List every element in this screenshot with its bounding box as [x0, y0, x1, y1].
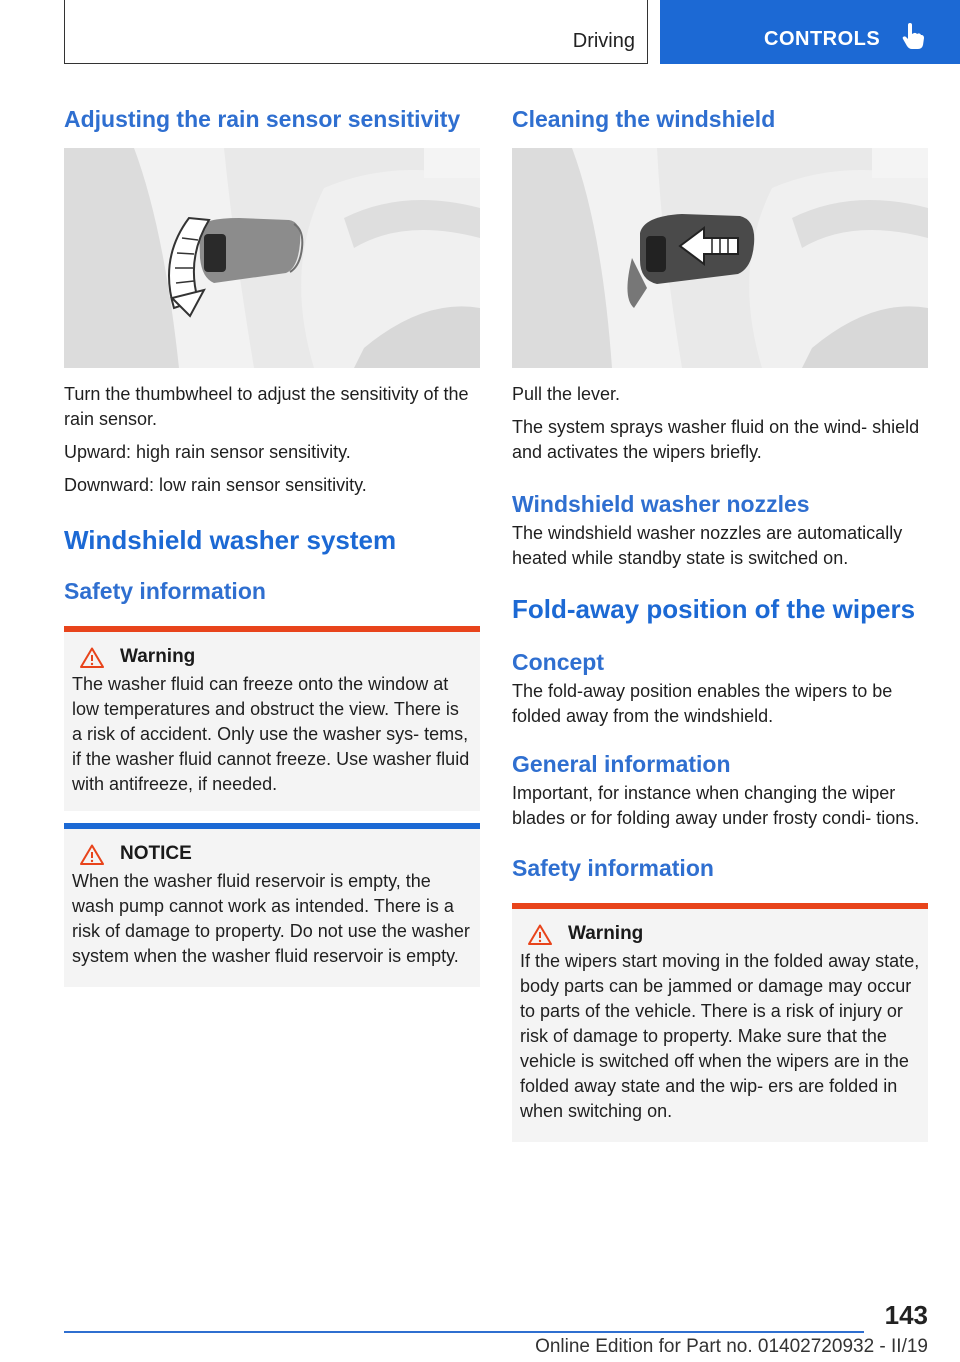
warning-header [80, 646, 472, 668]
fold-warning-title: Warning [568, 923, 644, 944]
rain-sensor-para-1: Turn the thumbwheel to adjust the sensitivity of the rain sensor. [64, 384, 469, 429]
rain-sensor-para-3: Downward: low rain sensor sensitivity. [64, 475, 367, 495]
general-info-heading: General information [512, 751, 731, 777]
warning-triangle-icon [80, 647, 104, 668]
header-chapter-label: CONTROLS [764, 27, 881, 50]
left-column [64, 100, 480, 987]
notice-header [80, 843, 472, 865]
washer-system-section-title: Windshield washer system [64, 525, 397, 555]
rain-sensor-thumbwheel-figure [64, 148, 480, 368]
header-section-title: Driving [572, 30, 635, 52]
notice-text: When the washer fluid reservoir is empty, the wash pump cannot work as intended. There is a risk of damage to property. Do not use the washer system when the washer fluid reservoir is empty. [72, 871, 470, 966]
footer-divider [64, 1331, 864, 1333]
washer-notice-box [64, 823, 480, 987]
cleaning-para-2: The system sprays washer fluid on the wind‐ shield and activates the wipers briefly. [512, 417, 920, 462]
header-section-box [64, 0, 648, 64]
header-chapter-tab[interactable] [660, 0, 960, 64]
fold-warning-header [528, 923, 920, 945]
notice-triangle-icon [80, 844, 104, 865]
general-info-text: Important, for instance when changing the wiper blades or for folding away under frosty condi‐ tions. [512, 783, 920, 828]
right-column [512, 100, 928, 1142]
washer-safety-heading: Safety information [64, 578, 266, 604]
fold-away-section-title: Fold-away position of the wipers [512, 594, 916, 624]
warning-text: The washer fluid can freeze onto the window at low temperatures and obstruct the view. There is a risk of accident. Only use the washer sys‐ tems, if the washer fluid cannot freeze. Use washer fluid with antifreeze, if needed. [72, 674, 470, 794]
cleaning-windshield-heading: Cleaning the windshield [512, 106, 776, 132]
concept-text: The fold-away position enables the wipers to be folded away from the windshield. [512, 681, 893, 726]
notice-title: NOTICE [120, 843, 192, 864]
fold-away-warning-box [512, 903, 928, 1142]
fold-warning-text: If the wipers start moving in the folded away state, body parts can be jammed or damage may occur to parts of the vehicle. There is a risk of injury or risk of damage to property. Make sure that the vehicle is switched off when the wipers are in the folded away state and the wip‐ ers are folded in when switching on. [520, 951, 920, 1121]
concept-heading: Concept [512, 649, 604, 675]
page-number: 143 [884, 1300, 928, 1330]
cleaning-para-1: Pull the lever. [512, 384, 621, 404]
nozzles-text: The windshield washer nozzles are automatically heated while standby state is switched on. [512, 523, 903, 568]
rain-sensor-heading: Adjusting the rain sensor sensitivity [64, 106, 461, 132]
pointing-hand-icon [902, 23, 924, 54]
warning-triangle-icon [528, 924, 552, 945]
nozzles-heading: Windshield washer nozzles [512, 491, 810, 517]
warning-title: Warning [120, 646, 196, 667]
fold-away-safety-heading: Safety information [512, 855, 714, 881]
washer-warning-box [64, 626, 480, 811]
footer-edition: Online Edition for Part no. 01402720932 - II/19 [535, 1336, 928, 1357]
washer-lever-figure [512, 148, 928, 368]
rain-sensor-para-2: Upward: high rain sensor sensitivity. [64, 442, 351, 462]
